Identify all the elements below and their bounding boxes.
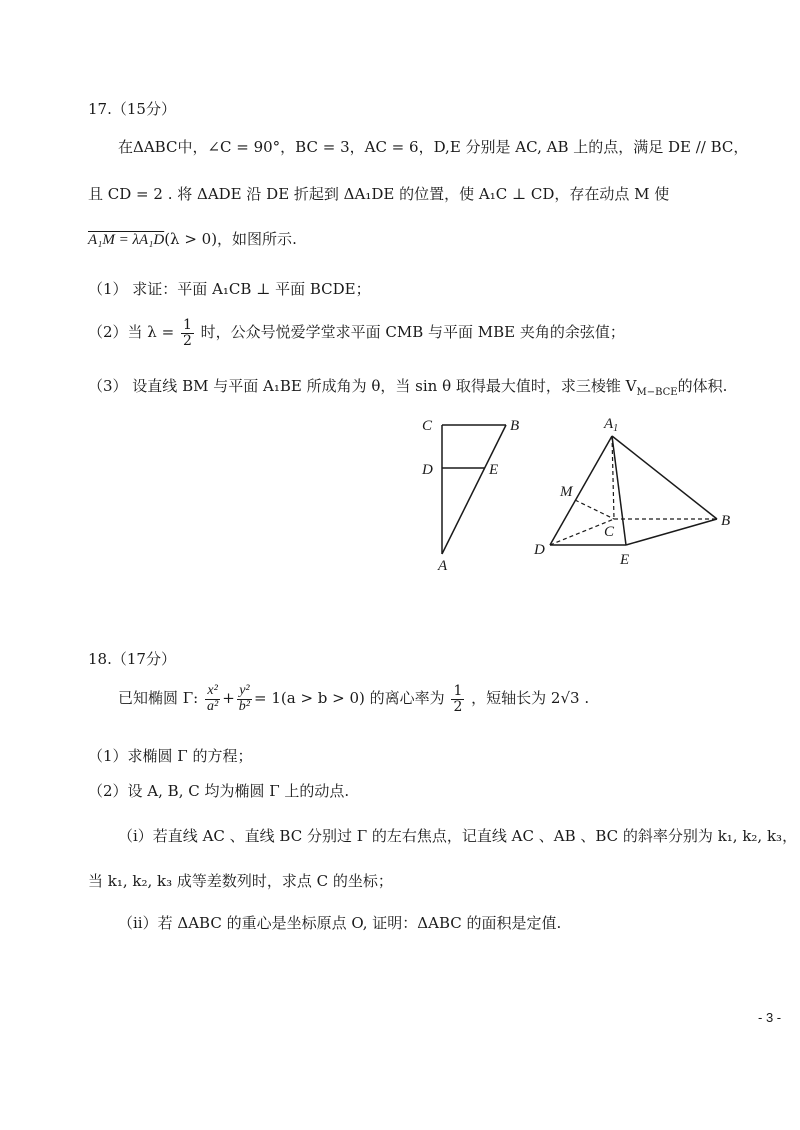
label-A1: $A_1$ — [604, 416, 619, 434]
q18-sub-i-line2: 当 k₁, k₂, k₃ 成等差数列时，求点 C 的坐标； — [88, 872, 393, 890]
q17-line3 — [88, 228, 297, 249]
label-C: C — [604, 524, 615, 540]
figure-pyramid — [520, 408, 750, 578]
q18-part1: （1）求椭圆 Γ 的方程； — [88, 747, 253, 765]
vector-expression: A₁M = λA₁D — [88, 232, 165, 248]
edge-A1E — [612, 436, 626, 545]
q17-part2-post: 时，公众号悦爱学堂求平面 CMB 与平面 MBE 夹角的余弦值； — [200, 323, 625, 342]
q18-sub-i-line1: （i）若直线 AC 、直线 BC 分别过 Γ 的左右焦点，记直线 AC 、AB 、BC 的斜率分别为 k₁, k₂, k₃， — [118, 827, 798, 845]
page-number: - 3 - — [758, 1010, 782, 1025]
lambda-num: 1 — [182, 317, 192, 333]
label-A: A — [438, 558, 448, 574]
q17-part2-pre: （2）当 λ = — [88, 323, 175, 342]
q17-part3-sub: M−BCE — [636, 387, 678, 398]
frac2-den: b² — [238, 698, 250, 714]
label-B: B — [721, 513, 731, 529]
q17-header: 17.（15分） — [88, 100, 176, 118]
q17-part3 — [88, 375, 727, 398]
frac3-num: 1 — [453, 683, 463, 699]
edge-A1B — [612, 436, 717, 519]
q17-line3-rest: (λ > 0)，如图所示. — [164, 230, 297, 248]
label-C: C — [422, 418, 433, 434]
q17-part2 — [88, 318, 625, 348]
lambda-fraction — [181, 318, 194, 348]
label-M: M — [560, 484, 573, 500]
frac3-den: 2 — [453, 698, 463, 715]
fraction-y2-b2 — [237, 684, 252, 714]
q18-sub-ii: （ii）若 ΔABC 的重心是坐标原点 O, 证明：ΔABC 的面积是定值. — [118, 914, 562, 932]
label-B: B — [510, 418, 520, 434]
label-D: D — [422, 462, 433, 478]
label-E: E — [620, 552, 630, 568]
fraction-x2-a2 — [205, 684, 220, 714]
q17-line2: 且 CD = 2 . 将 ΔADE 沿 DE 折起到 ΔA₁DE 的位置，使 A₁C ⊥ CD，存在动点 M 使 — [88, 185, 670, 203]
lambda-den: 2 — [182, 332, 192, 349]
frac1-den: a² — [207, 698, 219, 714]
q17-part3-end: 的体积. — [677, 377, 728, 395]
q18-line1 — [118, 684, 589, 714]
q18-header: 18.（17分） — [88, 650, 176, 668]
q17-part1: （1） 求证：平面 A₁CB ⊥ 平面 BCDE； — [88, 280, 371, 298]
frac2-num: y² — [237, 684, 252, 700]
q18-line1-post: ，短轴长为 2√3 . — [471, 689, 590, 708]
label-D: D — [534, 542, 545, 558]
q17-part3-text: （3） 设直线 BM 与平面 A₁BE 所成角为 θ，当 sin θ 取得最大值时，求三棱锥 V — [88, 377, 637, 395]
q17-line1: 在ΔABC中，∠C = 90°，BC = 3，AC = 6，D,E 分别是 AC, AB 上的点，满足 DE // BC， — [118, 138, 749, 156]
label-E: E — [489, 462, 499, 478]
q18-part2: （2）设 A, B, C 均为椭圆 Γ 上的动点. — [88, 782, 350, 800]
edge-BA — [442, 425, 506, 554]
edge-EB — [626, 519, 717, 545]
q18-line1-mid: = 1(a > b > 0) 的离心率为 — [254, 689, 445, 708]
edge-MC — [575, 500, 614, 519]
frac1-num: x² — [205, 684, 220, 700]
q18-line1-pre: 已知椭圆 Γ: — [118, 689, 199, 708]
eccentricity-fraction — [451, 684, 464, 714]
plus-sign: + — [222, 689, 235, 708]
